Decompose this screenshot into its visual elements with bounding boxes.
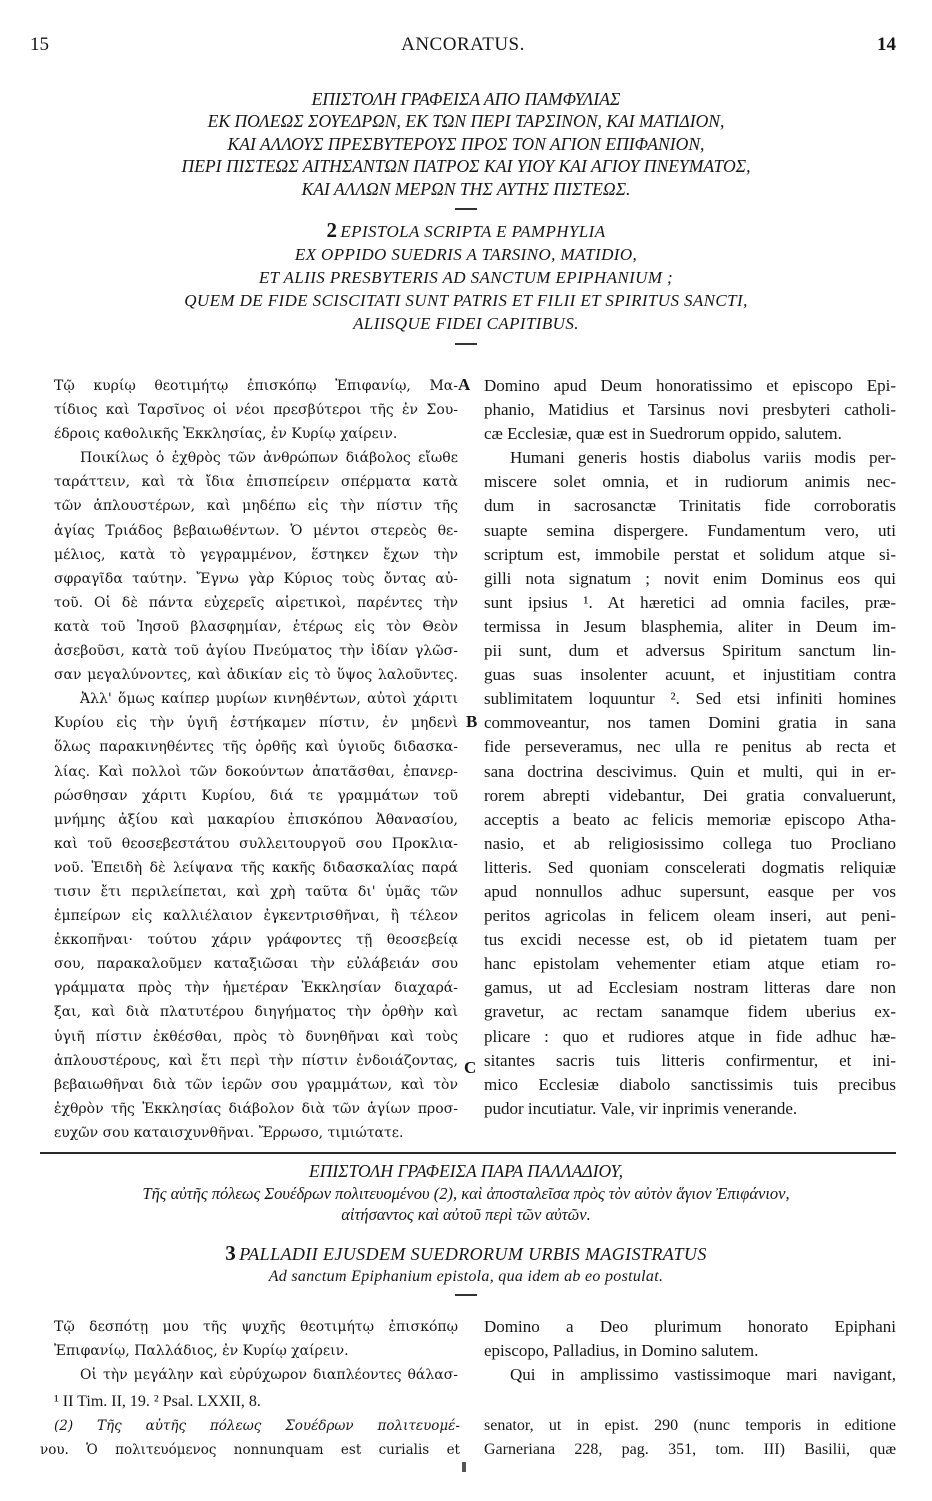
greek-subheading: αἰτήσαντος καὶ αὐτοῦ περὶ τῶν αὐτῶν. — [341, 1205, 591, 1224]
latin-line: scriptum est, immobile perstat et solidum atque si- — [484, 544, 896, 564]
title-dash — [455, 208, 477, 210]
page-number-left: 15 — [30, 34, 49, 55]
greek-line: νοῦ. Ἐπειδὴ δὲ λείψανα τῆς κακῆς διδασκαλίας παρά — [54, 859, 458, 876]
greek-line: ἁγίας Τριάδος βεβαιωθέντων. Ὁ μέντοι στερεὸς θε- — [54, 522, 458, 539]
latin-heading: 3 PALLADII EJUSDEM SUEDRORUM URBIS MAGISTRATUS — [225, 1241, 707, 1265]
greek-line: τοῦ. Οἱ δὲ πάντα εὐχερεῖς αἱρετικοὶ, παρέντες τὴν — [54, 594, 458, 611]
latin-subheading: Ad sanctum Epiphanium epistola, qua idem ab eo postulat. — [268, 1268, 664, 1285]
greek-line: ἐμπείρων εἰς καλλιέλαιον ἐγκεντρισθῆναι, ἢ τέλεον — [54, 908, 458, 925]
latin-line: sana doctrina descivimus. Quin et multi, qui in er- — [484, 761, 896, 781]
margin-marker-c: C — [464, 1058, 477, 1077]
greek-title-line: ΠΕΡΙ ΠΙΣΤΕΩΣ ΑΙΤΗΣΑΝΤΩΝ ΠΑΤΡΟΣ ΚΑΙ ΥΙΟΥ ΚΑΙ ΑΓΙΟΥ ΠΝΕΥΜΑΤΟΣ, — [181, 156, 751, 177]
latin-line: gravetur, ac rectam sanamque fidem uberius ex- — [484, 1002, 896, 1022]
latin-line: mico Ecclesiæ diabolo sanctissimis tuis precibus — [484, 1074, 896, 1094]
greek-line: ξαι, καὶ διὰ πλατυτέρου διηγήματος τὴν ὀρθὴν καὶ — [54, 1004, 458, 1021]
latin-line: commoveantur, nos tamen Domini gratia in sana — [484, 713, 896, 733]
footnote-line: senator, ut in epist. 290 (nunc temporis in editione — [484, 1417, 896, 1434]
greek-line: μέλιος, κατὰ τὸ γεγραμμένον, ἕστηκεν ἔχων τὴν — [54, 546, 458, 563]
running-head — [30, 34, 896, 58]
greek-column — [54, 374, 458, 1145]
latin-line: termissa in Jesum blasphemia, aliter in Deum im- — [484, 616, 896, 636]
latin-title-line: EX OPPIDO SUEDRIS A TARSINO, MATIDIO, — [294, 245, 638, 265]
greek-line: τῶν ἁπλουστέρων, καὶ μηδέπω εἰς τὴν πίστιν τῆς — [54, 498, 458, 515]
greek-line: σαν μεγαλύνοντες, καὶ ἀδικίαν εἰς τὸ ὕψος λαλοῦντες. — [54, 667, 458, 684]
margin-marker-a: A — [458, 375, 471, 394]
greek-title-line: ΕΚ ΠΟΛΕΩΣ ΣΟΥΕΔΡΩΝ, ΕΚ ΤΩΝ ΠΕΡΙ ΤΑΡΣΙΝΟΝ, ΚΑΙ ΜΑΤΙΔΙΟΝ, — [207, 111, 725, 132]
greek-column-2 — [54, 1315, 458, 1387]
greek-line: μνήμης ἀξίου καὶ μακαρίου ἐπισκόπου Ἀθανασίου, — [54, 811, 458, 828]
section-rule — [40, 1152, 896, 1154]
latin-line: Qui in amplissimo vastissimoque mari navigant, — [510, 1365, 896, 1385]
greek-line: ὑγιῆ πίστιν ἐκθέσθαι, πρὸς τὸ δυνηθῆναι καὶ τοὺς — [54, 1028, 458, 1045]
latin-line: litteris. Sed quoniam conscelerati dogmatis reliquiæ — [484, 857, 896, 877]
greek-line: λίας. Καὶ πολλοὶ τῶν δοκούντων ἀπατᾶσθαι, ἐπανερ- — [54, 763, 458, 780]
greek-line: Ἐπιφανίῳ, Παλλάδιος, ἐν Κυρίῳ χαίρειν. — [54, 1343, 349, 1360]
page-mark — [462, 1462, 466, 1472]
greek-title-line: ΚΑΙ ΑΛΛΩΝ ΜΕΡΩΝ ΤΗΣ ΑΥΤΗΣ ΠΙΣΤΕΩΣ. — [301, 178, 631, 199]
latin-title-line: 2 EPISTOLA SCRIPTA E PAMPHYLIA — [326, 218, 606, 243]
latin-line: tus excidi necesse est, ob id pietatem tuam per — [484, 930, 896, 950]
latin-line: rorem abrepti videbantur, Dei gratia convaluerunt, — [484, 785, 896, 805]
latin-line: cæ Ecclesiæ, quæ est in Suedrorum oppido, salutem. — [484, 424, 842, 444]
latin-line: phanio, Matidius et Tarsinus novi presbyteri catholi- — [484, 400, 896, 420]
latin-line: plicare : quo et rudiores atque in fide adhuc hæ- — [484, 1026, 896, 1046]
footnote-line: Garneriana 228, pag. 351, tom. III) Basilii, quæ — [484, 1441, 896, 1458]
latin-line: Domino a Deo plurimum honorato Epiphani — [484, 1317, 896, 1336]
chapter-number: 2 — [326, 218, 338, 243]
latin-line: miscere solet omnia, et in rudiorum animis nec- — [484, 472, 896, 492]
scripture-refs: ¹ II Tim. II, 19. ² Psal. LXXII, 8. — [54, 1393, 261, 1410]
greek-line: γράμματα πρὸς τὴν ἡμετέραν Ἐκκλησίαν διαχαρά- — [54, 980, 458, 997]
latin-line: hanc epistolam vehementer etiam atque etiam ro- — [484, 954, 896, 974]
latin-column — [484, 374, 896, 1121]
greek-line: Κυρίου εἰς τὴν ὑγιῆ ἑστήκαμεν πίστιν, ἐν μηδενὶ — [54, 715, 458, 732]
greek-line: κατὰ τοῦ Ἰησοῦ βλασφημίαν, ἑτέρως εἰς τὸν Θεὸν — [54, 618, 458, 635]
latin-line: pudor incutiatur. Vale, vir inprimis venerande. — [484, 1098, 798, 1118]
greek-line: ἀσεβοῦσι, κατὰ τοῦ ἁγίου Πνεύματος τὴν ἰδίαν γλῶσ- — [54, 643, 458, 660]
margin-marker-b: B — [466, 712, 478, 731]
latin-title-line: ALIISQUE FIDEI CAPITIBUS. — [353, 314, 579, 334]
greek-heading: ΕΠΙΣΤΟΛΗ ΓΡΑΦΕΙΣΑ ΠΑΡΑ ΠΑΛΛΑΔΙΟΥ, — [309, 1161, 623, 1181]
latin-line: Domino apud Deum honoratissimo et episcopo Epi- — [484, 376, 896, 395]
latin-line: sunt ipsius ¹. At hæretici ad omnia faciles, præ- — [484, 592, 896, 612]
footnote-line: (2) Τῆς αὐτῆς πόλεως Σουέδρων πολιτευομέ- — [54, 1418, 460, 1434]
greek-line: ταράττειν, καὶ τὰ ἴδια ἐπισπείρειν σπέρματα κατὰ — [54, 474, 458, 491]
latin-title-line: QUEM DE FIDE SCISCITATI SUNT PATRIS ET FILII ET SPIRITUS SANCTI, — [184, 291, 748, 311]
latin-line: peritos agricolas in felicem oleam inseri, aut peni- — [484, 906, 896, 926]
latin-line: Humani generis hostis diabolus variis modis per- — [510, 448, 896, 468]
greek-title-line: ΚΑΙ ΑΛΛΟΥΣ ΠΡΕΣΒΥΤΕΡΟΥΣ ΠΡΟΣ ΤΟΝ ΑΓΙΟΝ ΕΠΙΦΑΝΙΟΝ, — [227, 133, 705, 154]
latin-title-line: ET ALIIS PRESBYTERIS AD SANCTUM EPIPHANIUM ; — [258, 268, 674, 288]
footnote-line: νου. Ὁ πολιτευόμενος nonnunquam est curialis et — [40, 1442, 460, 1458]
latin-line: acceptis a beato ac felicis memoriæ episcopo Atha- — [484, 809, 896, 829]
latin-line: dum in sacrosanctæ Trinitatis fide corroboratis — [484, 496, 896, 516]
greek-line: τισιν ἔτι περιλείπεται, καὶ χρὴ ταῦτα δι' ὑμᾶς τῶν — [54, 883, 458, 900]
greek-line: Ποικίλως ὁ ἐχθρὸς τῶν ἀνθρώπων διάβολος εἴωθε — [80, 450, 458, 467]
greek-line: ευχῶν σου καταισχυνθῆναι. Ἔρρωσο, τιμιώτατε. — [54, 1124, 404, 1141]
latin-line: nasio, et ab religiosissimo collega tuo Procliano — [484, 833, 896, 853]
greek-line: καὶ τοῦ θεοσεβεστάτου συλλειτουργοῦ σου Προκλια- — [54, 835, 458, 852]
latin-line: fide perseveramus, nec ulla re penitus ab recta et — [484, 737, 896, 757]
latin-line: sublimitatem loquuntur ². Sed etsi infiniti homines — [484, 689, 896, 709]
footnotes-latin — [484, 1414, 896, 1462]
latin-line: suapte semina dispergere. Fundamentum vero, uti — [484, 520, 896, 540]
greek-line: σου, παρακαλοῦμεν καταξιῶσαι τὴν εὐλάβειάν σου — [54, 956, 458, 973]
greek-line: Τῷ δεσπότῃ μου τῆς ψυχῆς θεοτιμήτῳ ἐπισκόπῳ — [54, 1319, 458, 1335]
latin-line: apud nonnullos adhuc supersunt, easque per vos — [484, 881, 896, 901]
greek-line: Ἀλλ' ὅμως καίπερ μυρίων κινηθέντων, αὐτοὶ χάριτι — [80, 691, 458, 708]
greek-line: βεβαιωθῆναι διὰ τῶν ἱερῶν σου γραμμάτων, καὶ τὸν — [54, 1076, 458, 1093]
greek-subheading: Τῆς αὐτῆς πόλεως Σουέδρων πολιτευομένου (2), καὶ ἀποσταλεῖσα πρὸς τὸν αὐτὸν ἅγιον Ἐπιφάνιον, — [142, 1184, 790, 1203]
page-number-right: 14 — [877, 34, 896, 55]
latin-line: gilli nota signatum ; novit enim Dominus eos qui — [484, 568, 896, 588]
latin-column-2 — [484, 1315, 896, 1387]
greek-line: Τῷ κυρίῳ θεοτιμήτῳ ἐπισκόπῳ Ἐπιφανίῳ, Μα- — [54, 378, 458, 394]
latin-line: sitantes sacris tuis litteris confirmentur, et ini- — [484, 1050, 896, 1070]
greek-line: έδροις καθολικῆς Ἐκκλησίας, ἐν Κυρίῳ χαίρειν. — [54, 426, 398, 443]
latin-line: pii sunt, dum et adversus Spiritum sanctum lin- — [484, 641, 896, 661]
running-title: ANCORATUS. — [401, 34, 525, 55]
greek-title-line: ΕΠΙΣΤΟΛΗ ΓΡΑΦΕΙΣΑ ΑΠΟ ΠΑΜΦΥΛΙΑΣ — [311, 89, 621, 109]
palladius-title-block — [40, 1160, 892, 1296]
chapter-number: 3 — [225, 1241, 237, 1265]
title-dash — [455, 1294, 477, 1296]
greek-line: ἐχθρὸν τῆς Ἐκκλησίας διάβολον διὰ τῶν ἁγίων προσ- — [54, 1100, 458, 1117]
title-dash — [455, 343, 477, 345]
greek-line: ἁπλουστέρους, καὶ ἔτι περὶ τὴν πίστιν ἐνδοιάζοντας, — [54, 1052, 458, 1069]
latin-line: episcopo, Palladius, in Domino salutem. — [484, 1341, 759, 1361]
latin-line: gamus, ut ad Ecclesiam nostram litteras dare non — [484, 978, 896, 998]
greek-line: ὅλως παρακινηθέντες τῆς ὀρθῆς καὶ ὑγιοῦς διδασκα- — [54, 739, 458, 756]
greek-title-block — [40, 88, 892, 354]
greek-line: ἐκκοπῆναι· τούτου χάριν γράφοντες τῇ θεοσεβείᾳ — [54, 932, 458, 949]
greek-line: τίδιος καὶ Ταρσῖνος οἱ νέοι πρεσβύτεροι τῆς ἐν Σου- — [54, 402, 458, 419]
greek-line: σφραγῖδα ταύτην. Ἔγνω γὰρ Κύριος τοὺς ὄντας αὐ- — [54, 570, 458, 587]
latin-line: guas suas insolenter acuunt, et injustitiam contra — [484, 665, 896, 685]
greek-line: ρώσθησαν χάριτι Κυρίου, διά τε γραμμάτων τοῦ — [54, 787, 458, 804]
greek-line: Οἱ τὴν μεγάλην καὶ εὐρύχωρον διαπλέοντες θάλασ- — [80, 1367, 458, 1384]
footnotes-greek — [40, 1390, 460, 1462]
